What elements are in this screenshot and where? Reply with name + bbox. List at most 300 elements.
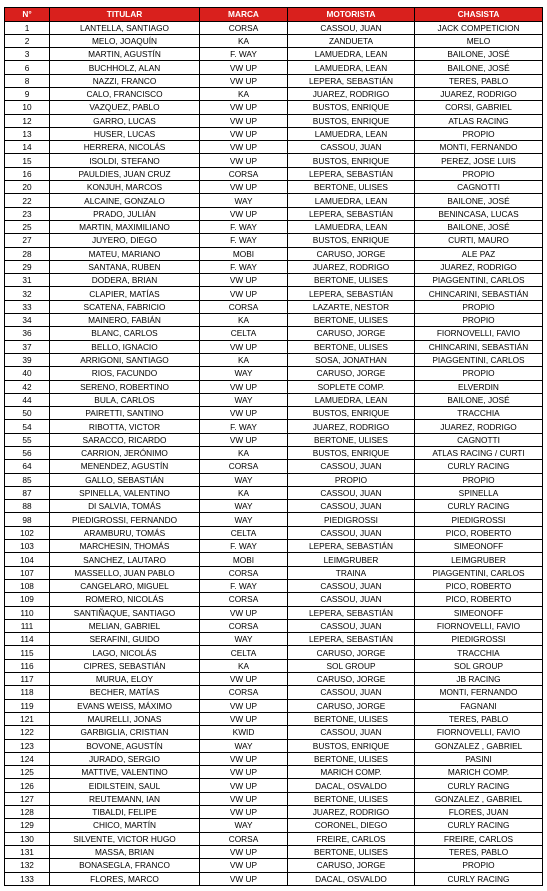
- cell-chasista: GONZALEZ , GABRIEL: [415, 792, 543, 805]
- cell-number: 119: [5, 699, 50, 712]
- cell-motorista: BERTONE, ULISES: [288, 314, 415, 327]
- cell-chasista: PIAGGENTINI, CARLOS: [415, 274, 543, 287]
- table-row: [5, 646, 543, 659]
- cell-titular: HUSER, LUCAS: [50, 127, 200, 140]
- cell-motorista: JUAREZ, RODRIGO: [288, 420, 415, 433]
- cell-titular: BUCHHOLZ, ALAN: [50, 61, 200, 74]
- cell-number: 133: [5, 872, 50, 885]
- cell-motorista: JUAREZ, RODRIGO: [288, 260, 415, 273]
- cell-motorista: JUAREZ, RODRIGO: [288, 806, 415, 819]
- table-row: [5, 353, 543, 366]
- table-row: [5, 274, 543, 287]
- cell-motorista: LAMUEDRA, LEAN: [288, 61, 415, 74]
- cell-chasista: BAILONE, JOSÉ: [415, 48, 543, 61]
- cell-motorista: LEPERA, SEBASTIÁN: [288, 207, 415, 220]
- table-row: [5, 433, 543, 446]
- cell-marca: VW UP: [200, 61, 288, 74]
- cell-marca: F. WAY: [200, 420, 288, 433]
- cell-number: 125: [5, 766, 50, 779]
- cell-titular: BELLO, IGNACIO: [50, 340, 200, 353]
- cell-number: 8: [5, 74, 50, 87]
- table-body: [5, 21, 543, 885]
- table-row: [5, 726, 543, 739]
- cell-titular: DI SALVIA, TOMÁS: [50, 500, 200, 513]
- cell-titular: SILVENTE, VICTOR HUGO: [50, 832, 200, 845]
- cell-titular: MARTIN, MAXIMILIANO: [50, 220, 200, 233]
- cell-marca: KA: [200, 353, 288, 366]
- cell-motorista: SOPLETE COMP.: [288, 380, 415, 393]
- cell-motorista: BUSTOS, ENRIQUE: [288, 407, 415, 420]
- cell-chasista: PIEDIGROSSI: [415, 633, 543, 646]
- cell-marca: CORSA: [200, 167, 288, 180]
- cell-marca: VW UP: [200, 779, 288, 792]
- cell-titular: GARBIGLIA, CRISTIAN: [50, 726, 200, 739]
- cell-chasista: JUAREZ, RODRIGO: [415, 260, 543, 273]
- cell-number: 33: [5, 300, 50, 313]
- table-row: [5, 779, 543, 792]
- table-row: [5, 247, 543, 260]
- cell-number: 130: [5, 832, 50, 845]
- cell-marca: F. WAY: [200, 260, 288, 273]
- cell-chasista: BAILONE, JOSÉ: [415, 393, 543, 406]
- cell-marca: CORSA: [200, 460, 288, 473]
- table-row: [5, 686, 543, 699]
- cell-number: 44: [5, 393, 50, 406]
- cell-marca: CORSA: [200, 686, 288, 699]
- cell-chasista: FIORNOVELLI, FAVIO: [415, 726, 543, 739]
- cell-motorista: PROPIO: [288, 473, 415, 486]
- cell-marca: VW UP: [200, 141, 288, 154]
- table-row: [5, 300, 543, 313]
- cell-marca: MOBI: [200, 553, 288, 566]
- cell-marca: VW UP: [200, 872, 288, 885]
- cell-titular: MASSA, BRIAN: [50, 845, 200, 858]
- cell-marca: VW UP: [200, 606, 288, 619]
- table-row: [5, 553, 543, 566]
- cell-chasista: BAILONE, JOSÉ: [415, 61, 543, 74]
- cell-number: 9: [5, 87, 50, 100]
- cell-motorista: CARUSO, JORGE: [288, 859, 415, 872]
- cell-motorista: MARICH COMP.: [288, 766, 415, 779]
- cell-titular: MAINERO, FABIÁN: [50, 314, 200, 327]
- table-row: [5, 619, 543, 632]
- cell-titular: BLANC, CARLOS: [50, 327, 200, 340]
- cell-chasista: PICO, ROBERTO: [415, 526, 543, 539]
- cell-number: 102: [5, 526, 50, 539]
- table-row: [5, 806, 543, 819]
- cell-number: 12: [5, 114, 50, 127]
- cell-number: 16: [5, 167, 50, 180]
- cell-number: 25: [5, 220, 50, 233]
- table-row: [5, 699, 543, 712]
- cell-chasista: TERES, PABLO: [415, 712, 543, 725]
- cell-marca: WAY: [200, 367, 288, 380]
- cell-chasista: LEIMGRUBER: [415, 553, 543, 566]
- cell-motorista: CARUSO, JORGE: [288, 646, 415, 659]
- cell-motorista: LEPERA, SEBASTIÁN: [288, 540, 415, 553]
- table-row: [5, 540, 543, 553]
- cell-motorista: JUAREZ, RODRIGO: [288, 87, 415, 100]
- cell-chasista: MARICH COMP.: [415, 766, 543, 779]
- table-row: [5, 61, 543, 74]
- cell-titular: JUYERO, DIEGO: [50, 234, 200, 247]
- cell-motorista: CASSOU, JUAN: [288, 21, 415, 34]
- cell-marca: KWID: [200, 726, 288, 739]
- table-row: [5, 220, 543, 233]
- cell-number: 42: [5, 380, 50, 393]
- cell-motorista: LAMUEDRA, LEAN: [288, 220, 415, 233]
- header-number: N°: [5, 8, 50, 22]
- table-row: [5, 101, 543, 114]
- cell-chasista: PROPIO: [415, 859, 543, 872]
- table-row: [5, 393, 543, 406]
- cell-number: 114: [5, 633, 50, 646]
- cell-titular: SERENO, ROBERTINO: [50, 380, 200, 393]
- table-row: [5, 832, 543, 845]
- cell-chasista: CAGNOTTI: [415, 181, 543, 194]
- table-row: [5, 181, 543, 194]
- table-row: [5, 154, 543, 167]
- header-marca: MARCA: [200, 8, 288, 22]
- cell-number: 14: [5, 141, 50, 154]
- cell-number: 6: [5, 61, 50, 74]
- cell-titular: ARAMBURU, TOMÁS: [50, 526, 200, 539]
- cell-number: 127: [5, 792, 50, 805]
- cell-motorista: CASSOU, JUAN: [288, 593, 415, 606]
- cell-titular: MELIAN, GABRIEL: [50, 619, 200, 632]
- cell-chasista: JUAREZ, RODRIGO: [415, 420, 543, 433]
- cell-titular: MASSELLO, JUAN PABLO: [50, 566, 200, 579]
- cell-marca: CORSA: [200, 832, 288, 845]
- cell-chasista: GONZALEZ , GABRIEL: [415, 739, 543, 752]
- table-row: [5, 752, 543, 765]
- cell-number: 28: [5, 247, 50, 260]
- table-row: [5, 314, 543, 327]
- cell-marca: MOBI: [200, 247, 288, 260]
- cell-titular: SANTANA, RUBEN: [50, 260, 200, 273]
- cell-chasista: PICO, ROBERTO: [415, 579, 543, 592]
- table-row: [5, 207, 543, 220]
- cell-marca: VW UP: [200, 792, 288, 805]
- cell-titular: SERAFINI, GUIDO: [50, 633, 200, 646]
- cell-titular: CALO, FRANCISCO: [50, 87, 200, 100]
- cell-chasista: FLORES, JUAN: [415, 806, 543, 819]
- cell-marca: KA: [200, 314, 288, 327]
- cell-chasista: ELVERDIN: [415, 380, 543, 393]
- cell-motorista: ZANDUETA: [288, 34, 415, 47]
- cell-chasista: CURLY RACING: [415, 500, 543, 513]
- cell-chasista: SIMEONOFF: [415, 540, 543, 553]
- cell-motorista: CASSOU, JUAN: [288, 686, 415, 699]
- cell-marca: VW UP: [200, 859, 288, 872]
- cell-motorista: LEPERA, SEBASTIÁN: [288, 74, 415, 87]
- cell-marca: CORSA: [200, 300, 288, 313]
- cell-titular: REUTEMANN, IAN: [50, 792, 200, 805]
- cell-chasista: BENINCASA, LUCAS: [415, 207, 543, 220]
- cell-motorista: LAMUEDRA, LEAN: [288, 48, 415, 61]
- cell-titular: PRADO, JULIÁN: [50, 207, 200, 220]
- cell-marca: F. WAY: [200, 579, 288, 592]
- cell-number: 15: [5, 154, 50, 167]
- cell-motorista: CARUSO, JORGE: [288, 327, 415, 340]
- header-chasista: CHASISTA: [415, 8, 543, 22]
- cell-number: 3: [5, 48, 50, 61]
- cell-motorista: CARUSO, JORGE: [288, 367, 415, 380]
- cell-motorista: BERTONE, ULISES: [288, 274, 415, 287]
- table-row: [5, 287, 543, 300]
- cell-marca: VW UP: [200, 154, 288, 167]
- cell-marca: KA: [200, 87, 288, 100]
- cell-chasista: TRACCHIA: [415, 407, 543, 420]
- table-row: [5, 260, 543, 273]
- cell-titular: ROMERO, NICOLÁS: [50, 593, 200, 606]
- cell-titular: BULA, CARLOS: [50, 393, 200, 406]
- cell-number: 115: [5, 646, 50, 659]
- cell-titular: SANCHEZ, LAUTARO: [50, 553, 200, 566]
- cell-marca: CORSA: [200, 21, 288, 34]
- cell-titular: PIEDIGROSSI, FERNANDO: [50, 513, 200, 526]
- cell-chasista: ATLAS RACING / CURTI: [415, 447, 543, 460]
- cell-titular: TIBALDI, FELIPE: [50, 806, 200, 819]
- cell-titular: EIDILSTEIN, SAUL: [50, 779, 200, 792]
- cell-number: 31: [5, 274, 50, 287]
- cell-motorista: LEPERA, SEBASTIÁN: [288, 606, 415, 619]
- cell-number: 117: [5, 673, 50, 686]
- header-row: [5, 8, 543, 22]
- cell-chasista: PROPIO: [415, 314, 543, 327]
- cell-chasista: PIEDIGROSSI: [415, 513, 543, 526]
- cell-marca: VW UP: [200, 181, 288, 194]
- cell-number: 40: [5, 367, 50, 380]
- cell-titular: MAURELLI, JONAS: [50, 712, 200, 725]
- cell-marca: F. WAY: [200, 220, 288, 233]
- cell-titular: RIOS, FACUNDO: [50, 367, 200, 380]
- cell-titular: MENENDEZ, AGUSTÍN: [50, 460, 200, 473]
- cell-chasista: TRACCHIA: [415, 646, 543, 659]
- cell-marca: VW UP: [200, 433, 288, 446]
- cell-marca: VW UP: [200, 845, 288, 858]
- cell-chasista: ATLAS RACING: [415, 114, 543, 127]
- cell-marca: WAY: [200, 194, 288, 207]
- header-titular: TITULAR: [50, 8, 200, 22]
- table-row: [5, 500, 543, 513]
- cell-chasista: TERES, PABLO: [415, 845, 543, 858]
- table-row: [5, 367, 543, 380]
- cell-number: 132: [5, 859, 50, 872]
- table-row: [5, 48, 543, 61]
- cell-number: 126: [5, 779, 50, 792]
- cell-chasista: FAGNANI: [415, 699, 543, 712]
- cell-motorista: BUSTOS, ENRIQUE: [288, 154, 415, 167]
- cell-marca: VW UP: [200, 766, 288, 779]
- table-row: [5, 566, 543, 579]
- cell-chasista: PROPIO: [415, 127, 543, 140]
- cell-chasista: CHINCARINI, SEBASTIÁN: [415, 340, 543, 353]
- cell-titular: PAULDIES, JUAN CRUZ: [50, 167, 200, 180]
- cell-titular: ARRIGONI, SANTIAGO: [50, 353, 200, 366]
- cell-titular: SPINELLA, VALENTINO: [50, 486, 200, 499]
- cell-number: 23: [5, 207, 50, 220]
- cell-titular: SANTIÑAQUE, SANTIAGO: [50, 606, 200, 619]
- table-row: [5, 340, 543, 353]
- cell-number: 103: [5, 540, 50, 553]
- cell-chasista: JB RACING: [415, 673, 543, 686]
- cell-motorista: LEPERA, SEBASTIÁN: [288, 287, 415, 300]
- cell-chasista: SIMEONOFF: [415, 606, 543, 619]
- cell-number: 10: [5, 101, 50, 114]
- cell-number: 98: [5, 513, 50, 526]
- cell-motorista: BERTONE, ULISES: [288, 712, 415, 725]
- cell-chasista: CURLY RACING: [415, 819, 543, 832]
- cell-chasista: PEREZ, JOSE LUIS: [415, 154, 543, 167]
- cell-chasista: BAILONE, JOSÉ: [415, 220, 543, 233]
- entry-list-sheet: [4, 7, 542, 886]
- cell-motorista: BERTONE, ULISES: [288, 340, 415, 353]
- cell-motorista: BERTONE, ULISES: [288, 181, 415, 194]
- cell-number: 39: [5, 353, 50, 366]
- cell-titular: CLAPIER, MATÍAS: [50, 287, 200, 300]
- cell-titular: ALCAINE, GONZALO: [50, 194, 200, 207]
- cell-number: 20: [5, 181, 50, 194]
- cell-motorista: BUSTOS, ENRIQUE: [288, 447, 415, 460]
- cell-titular: CANGELARO, MIGUEL: [50, 579, 200, 592]
- cell-chasista: JACK COMPETICION: [415, 21, 543, 34]
- cell-marca: WAY: [200, 513, 288, 526]
- table-row: [5, 380, 543, 393]
- cell-marca: VW UP: [200, 699, 288, 712]
- cell-motorista: CASSOU, JUAN: [288, 526, 415, 539]
- cell-titular: RIBOTTA, VICTOR: [50, 420, 200, 433]
- cell-motorista: CARUSO, JORGE: [288, 673, 415, 686]
- cell-number: 124: [5, 752, 50, 765]
- cell-motorista: BUSTOS, ENRIQUE: [288, 234, 415, 247]
- cell-number: 110: [5, 606, 50, 619]
- cell-titular: EVANS WEISS, MÁXIMO: [50, 699, 200, 712]
- cell-marca: VW UP: [200, 380, 288, 393]
- cell-titular: ISOLDI, STEFANO: [50, 154, 200, 167]
- cell-chasista: BAILONE, JOSÉ: [415, 194, 543, 207]
- cell-motorista: SOL GROUP: [288, 659, 415, 672]
- table-row: [5, 712, 543, 725]
- cell-marca: CELTA: [200, 327, 288, 340]
- cell-marca: VW UP: [200, 287, 288, 300]
- cell-motorista: CASSOU, JUAN: [288, 460, 415, 473]
- cell-number: 1: [5, 21, 50, 34]
- cell-titular: LANTELLA, SANTIAGO: [50, 21, 200, 34]
- cell-chasista: SOL GROUP: [415, 659, 543, 672]
- cell-motorista: LAMUEDRA, LEAN: [288, 393, 415, 406]
- cell-motorista: CASSOU, JUAN: [288, 141, 415, 154]
- cell-marca: VW UP: [200, 806, 288, 819]
- cell-number: 27: [5, 234, 50, 247]
- header-motorista: MOTORISTA: [288, 8, 415, 22]
- cell-number: 55: [5, 433, 50, 446]
- cell-number: 129: [5, 819, 50, 832]
- cell-chasista: PROPIO: [415, 367, 543, 380]
- cell-marca: KA: [200, 486, 288, 499]
- table-row: [5, 21, 543, 34]
- cell-titular: MURUA, ELOY: [50, 673, 200, 686]
- cell-number: 121: [5, 712, 50, 725]
- cell-chasista: PIAGGENTINI, CARLOS: [415, 566, 543, 579]
- table-row: [5, 114, 543, 127]
- cell-marca: KA: [200, 659, 288, 672]
- cell-chasista: PROPIO: [415, 473, 543, 486]
- cell-marca: VW UP: [200, 274, 288, 287]
- entry-list-table: [4, 7, 543, 886]
- cell-marca: CELTA: [200, 646, 288, 659]
- cell-motorista: PIEDIGROSSI: [288, 513, 415, 526]
- cell-number: 116: [5, 659, 50, 672]
- cell-titular: BOVONE, AGUSTÍN: [50, 739, 200, 752]
- cell-marca: WAY: [200, 819, 288, 832]
- cell-marca: VW UP: [200, 340, 288, 353]
- table-row: [5, 792, 543, 805]
- cell-titular: KONJUH, MARCOS: [50, 181, 200, 194]
- cell-number: 107: [5, 566, 50, 579]
- table-row: [5, 234, 543, 247]
- cell-number: 128: [5, 806, 50, 819]
- table-row: [5, 845, 543, 858]
- cell-chasista: CHINCARINI, SEBASTIÁN: [415, 287, 543, 300]
- cell-marca: CORSA: [200, 566, 288, 579]
- cell-motorista: CARUSO, JORGE: [288, 247, 415, 260]
- cell-number: 88: [5, 500, 50, 513]
- cell-chasista: CURLY RACING: [415, 872, 543, 885]
- cell-chasista: MONTI, FERNANDO: [415, 686, 543, 699]
- cell-motorista: SOSA, JONATHAN: [288, 353, 415, 366]
- cell-motorista: CASSOU, JUAN: [288, 500, 415, 513]
- cell-titular: MATTIVE, VALENTINO: [50, 766, 200, 779]
- cell-chasista: TERES, PABLO: [415, 74, 543, 87]
- cell-chasista: PIAGGENTINI, CARLOS: [415, 353, 543, 366]
- cell-titular: NAZZI, FRANCO: [50, 74, 200, 87]
- table-row: [5, 167, 543, 180]
- cell-marca: VW UP: [200, 712, 288, 725]
- cell-number: 2: [5, 34, 50, 47]
- cell-titular: CARRION, JERÓNIMO: [50, 447, 200, 460]
- cell-chasista: CURLY RACING: [415, 460, 543, 473]
- cell-chasista: MONTI, FERNANDO: [415, 141, 543, 154]
- cell-marca: WAY: [200, 393, 288, 406]
- cell-motorista: CASSOU, JUAN: [288, 619, 415, 632]
- cell-titular: BECHER, MATÍAS: [50, 686, 200, 699]
- cell-marca: F. WAY: [200, 234, 288, 247]
- cell-chasista: FIORNOVELLI, FAVIO: [415, 619, 543, 632]
- cell-number: 29: [5, 260, 50, 273]
- cell-marca: VW UP: [200, 752, 288, 765]
- cell-marca: CORSA: [200, 593, 288, 606]
- cell-titular: CIPRES, SEBASTIÁN: [50, 659, 200, 672]
- cell-number: 22: [5, 194, 50, 207]
- cell-chasista: CURLY RACING: [415, 779, 543, 792]
- cell-titular: GALLO, SEBASTIÁN: [50, 473, 200, 486]
- table-row: [5, 859, 543, 872]
- table-row: [5, 34, 543, 47]
- table-row: [5, 579, 543, 592]
- table-row: [5, 407, 543, 420]
- cell-marca: VW UP: [200, 127, 288, 140]
- cell-titular: MARTIN, AGUSTÍN: [50, 48, 200, 61]
- cell-motorista: FREIRE, CARLOS: [288, 832, 415, 845]
- cell-marca: VW UP: [200, 114, 288, 127]
- table-row: [5, 633, 543, 646]
- cell-titular: DODERA, BRIAN: [50, 274, 200, 287]
- table-row: [5, 127, 543, 140]
- cell-chasista: ALE PAZ: [415, 247, 543, 260]
- table-row: [5, 766, 543, 779]
- cell-number: 111: [5, 619, 50, 632]
